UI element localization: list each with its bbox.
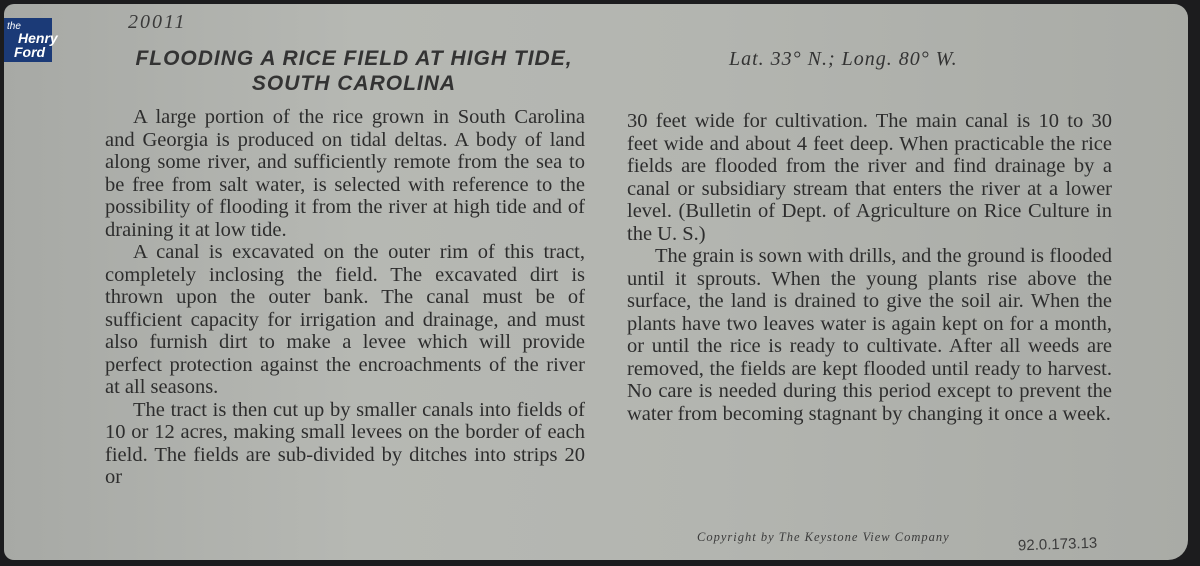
henry-ford-logo [4, 18, 58, 62]
logo-ford: Ford [14, 44, 46, 60]
accession-number: 92.0.173.13 [1017, 534, 1098, 555]
copyright-line: Copyright by The Keystone View Company [697, 530, 950, 544]
card-number: 20011 [128, 11, 187, 33]
paragraph: The tract is then cut up by smaller canals into fields of 10 or 12 acres, making small levees on the border of each field. The fields are sub-divided by ditches into strips 20 or [105, 398, 585, 488]
right-column [627, 110, 1112, 425]
paragraph: 30 feet wide for cultivation. The main canal is 10 to 30 feet wide and about 4 feet deep. When practicable the rice fields are flooded from the river and find drainage by a canal or subsidiary stream that enters the river at a lower level. (Bulletin of Dept. of Agriculture on Rice Culture in the U. S.) [627, 110, 1112, 245]
left-column [105, 106, 585, 489]
logo-henry: Henry [18, 30, 58, 46]
lat-long: Lat. 33° N.; Long. 80° W. [729, 48, 958, 70]
card-title: FLOODING A RICE FIELD AT HIGH TIDE, SOUTH CAROLINA [135, 47, 573, 95]
paragraph: A canal is excavated on the outer rim of this tract, completely inclosing the field. The excavated dirt is thrown upon the outer bank. The canal must be of sufficient capacity for irrigation and drainage, and must also furnish dirt to make a levee which will provide perfect protection against the encroachments of the river at all seasons. [105, 241, 585, 398]
logo-the: the [7, 21, 21, 32]
paragraph: The grain is sown with drills, and the ground is flooded until it sprouts. When the young plants rise above the surface, the land is drained to give the soil air. When the plants have two leaves water is again kept on for a month, or until the rice is ready to cultivate. After all weeds are removed, the fields are kept flooded until ready to harvest. No care is needed during this period except to prevent the water from becoming stagnant by changing it once a week. [627, 245, 1112, 425]
stereoview-card-back [4, 4, 1188, 560]
paragraph: A large portion of the rice grown in South Carolina and Georgia is produced on tidal deltas. A body of land along some river, and sufficiently remote from the sea to be free from salt water, is selected with reference to the possibility of flooding it from the river at high tide and of draining it at low tide. [105, 106, 585, 241]
